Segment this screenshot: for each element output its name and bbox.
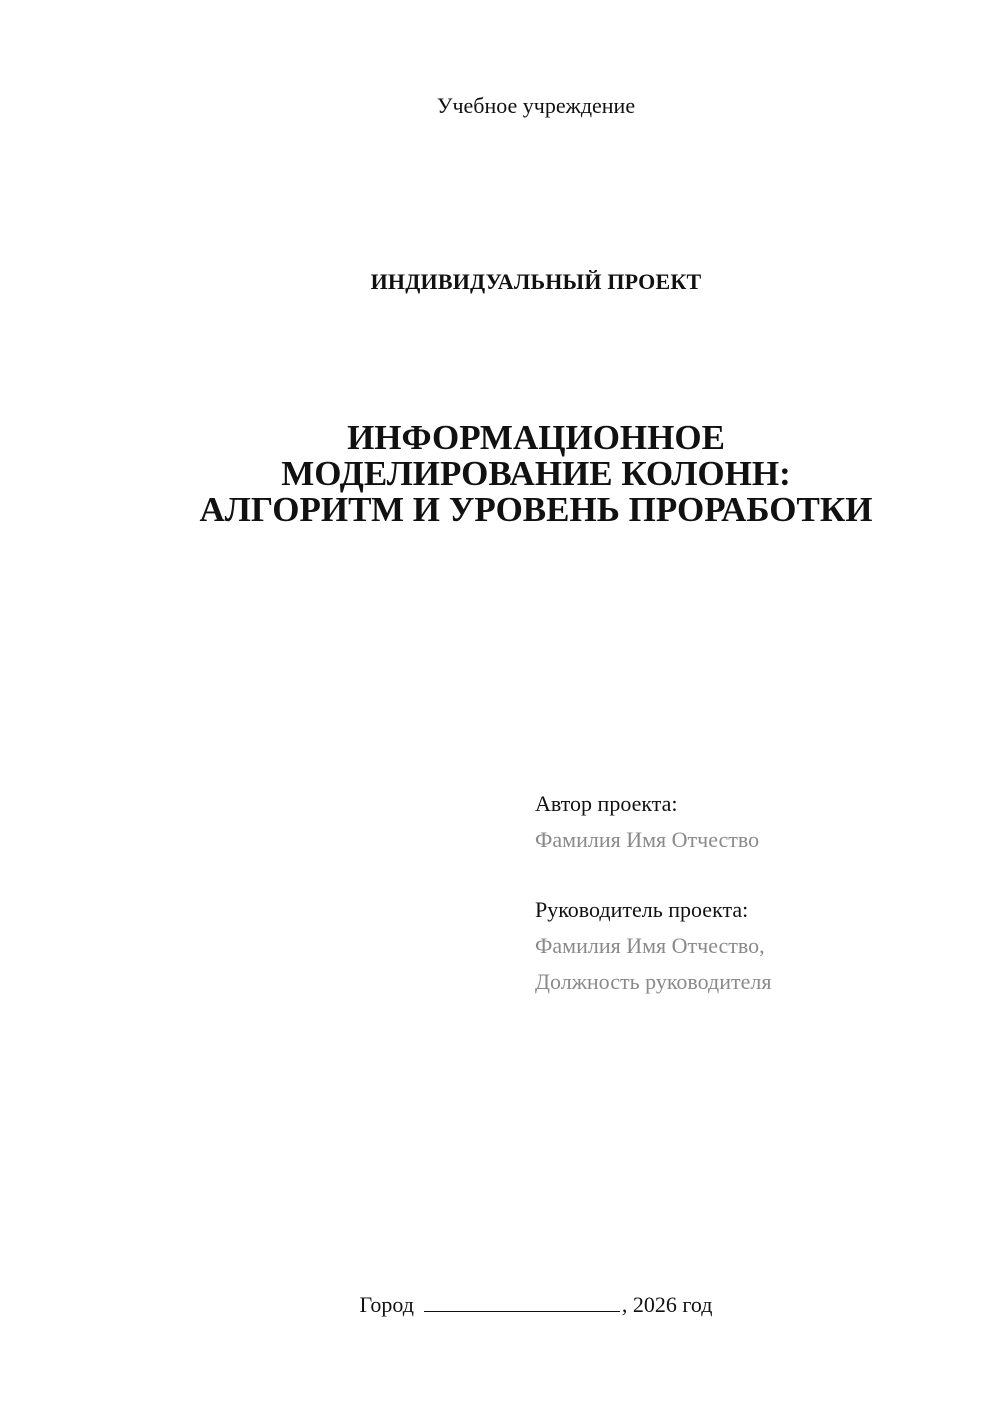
author-label: Автор проекта: bbox=[535, 791, 678, 816]
project-type-heading: ИНДИВИДУАЛЬНЫЙ ПРОЕКТ bbox=[370, 269, 702, 294]
supervisor-label: Руководитель проекта: bbox=[535, 897, 749, 922]
footer-city-year bbox=[0, 1290, 1000, 1320]
project-title-line-1: ИНФОРМАЦИОННОЕ bbox=[347, 418, 725, 457]
supervisor-position: Должность руководителя bbox=[535, 969, 772, 994]
city-blank-line bbox=[424, 1291, 620, 1312]
project-title-line-3: АЛГОРИТМ И УРОВЕНЬ ПРОРАБОТКИ bbox=[199, 490, 873, 529]
supervisor-name: Фамилия Имя Отчество, bbox=[535, 933, 765, 958]
year-text: , 2026 год bbox=[621, 1292, 713, 1317]
project-title-line-2: МОДЕЛИРОВАНИЕ КОЛОНН: bbox=[281, 454, 791, 493]
author-block bbox=[535, 786, 975, 858]
project-title bbox=[120, 420, 952, 528]
institution-name: Учебное учреждение bbox=[436, 93, 636, 118]
author-name: Фамилия Имя Отчество bbox=[535, 827, 760, 852]
city-label: Город bbox=[359, 1292, 414, 1317]
supervisor-block bbox=[535, 892, 975, 1000]
